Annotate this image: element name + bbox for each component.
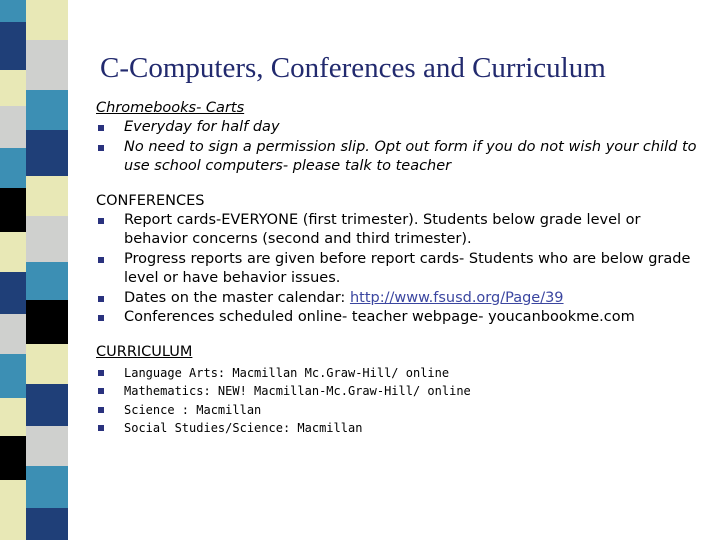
list-item-text: Conferences scheduled online- teacher webpage- youcanbookme.com — [124, 309, 635, 325]
square-bullet-icon — [98, 218, 104, 224]
curriculum-section — [96, 342, 706, 438]
list-item — [96, 250, 706, 289]
list-item-text: Science : Macmillan — [124, 402, 262, 417]
decorative-color-strip — [0, 0, 68, 540]
square-bullet-icon — [98, 370, 104, 376]
chromebooks-heading: Chromebooks- Carts — [96, 100, 245, 116]
list-item — [96, 382, 706, 401]
list-item-text: Everyday for half day — [124, 119, 280, 135]
list-item — [96, 118, 706, 138]
calendar-text: Dates on the master calendar: — [124, 289, 350, 306]
square-bullet-icon — [98, 257, 104, 263]
slide-title: C-Computers, Conferences and Curriculum — [100, 52, 606, 84]
square-bullet-icon — [98, 125, 104, 131]
conferences-heading: CONFERENCES — [96, 192, 205, 209]
square-bullet-icon — [98, 407, 104, 413]
square-bullet-icon — [98, 425, 104, 431]
list-item-text: No need to sign a permission slip. Opt out form if you do not wish your child to use school computers- please talk to teacher — [124, 138, 697, 174]
chromebooks-section — [96, 98, 706, 177]
square-bullet-icon — [98, 388, 104, 394]
list-item-text: Mathematics: NEW! Macmillan-Mc.Graw-Hill/ online — [124, 384, 471, 398]
master-calendar-link[interactable]: http://www.fsusd.org/Page/39 — [349, 289, 564, 306]
list-item-text: Social Studies/Science: Macmillan — [124, 421, 363, 435]
list-item-text: Language Arts: Macmillan Mc.Graw-Hill/ online — [124, 365, 450, 380]
square-bullet-icon — [98, 315, 104, 321]
list-item — [96, 419, 706, 438]
conferences-section — [96, 191, 706, 328]
list-item — [96, 401, 706, 420]
curriculum-heading: CURRICULUM — [96, 343, 193, 360]
list-item — [96, 308, 706, 328]
list-item — [96, 364, 706, 383]
list-item — [96, 289, 706, 309]
slide-body — [96, 98, 706, 452]
square-bullet-icon — [98, 145, 104, 151]
list-item-text: Progress reports are given before report cards- Students who are below grade level or have behavior issues. — [124, 250, 691, 286]
list-item — [96, 138, 706, 177]
list-item-text: Report cards-EVERYONE (first trimester). Students below grade level or behavior concerns (second and third trimester). — [124, 211, 641, 247]
square-bullet-icon — [98, 296, 104, 302]
list-item — [96, 211, 706, 250]
